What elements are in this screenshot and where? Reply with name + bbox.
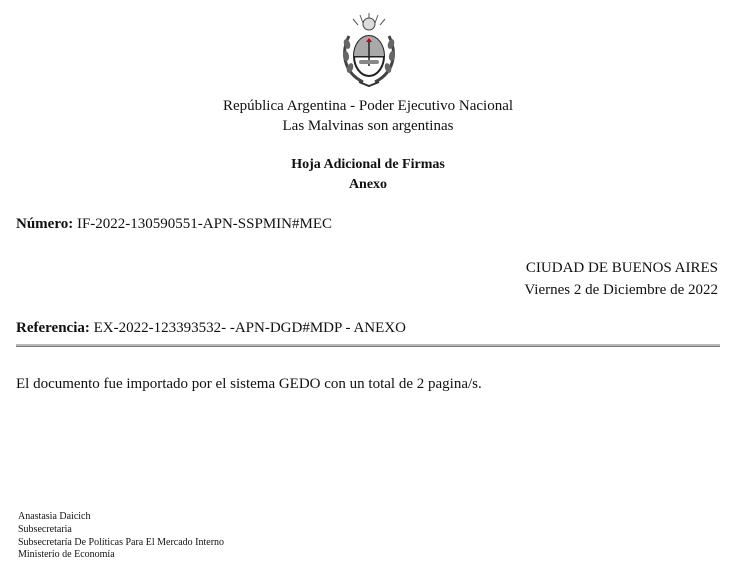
- signer-office: Subsecretaría De Políticas Para El Mercado Interno: [18, 537, 225, 548]
- header-motto: Las Malvinas son argentinas: [282, 118, 454, 134]
- referencia-label: Referencia:: [16, 320, 90, 336]
- signer-ministry: Ministerio de Economía: [18, 549, 115, 560]
- government-header: República Argentina - Poder Ejecutivo Nacional: [222, 98, 514, 114]
- numero-row: [16, 214, 332, 234]
- referencia-row: [16, 318, 406, 338]
- divider: [16, 344, 720, 347]
- document-title: Hoja Adicional de Firmas: [291, 157, 445, 172]
- signer-name: Anastasia Daicich: [18, 511, 91, 522]
- signer-role: Subsecretaria: [18, 524, 72, 535]
- body-text: El documento fue importado por el sistema GEDO con un total de 2 pagina/s.: [16, 376, 482, 392]
- referencia-value: EX-2022-123393532- -APN-DGD#MDP - ANEXO: [93, 320, 406, 336]
- coat-of-arms-icon: [337, 12, 401, 88]
- numero-value: IF-2022-130590551-APN-SSPMIN#MEC: [76, 216, 332, 232]
- city: CIUDAD DE BUENOS AIRES: [525, 260, 718, 276]
- document-subtitle: Anexo: [348, 177, 388, 192]
- date: Viernes 2 de Diciembre de 2022: [524, 282, 718, 298]
- numero-label: Número:: [16, 216, 74, 232]
